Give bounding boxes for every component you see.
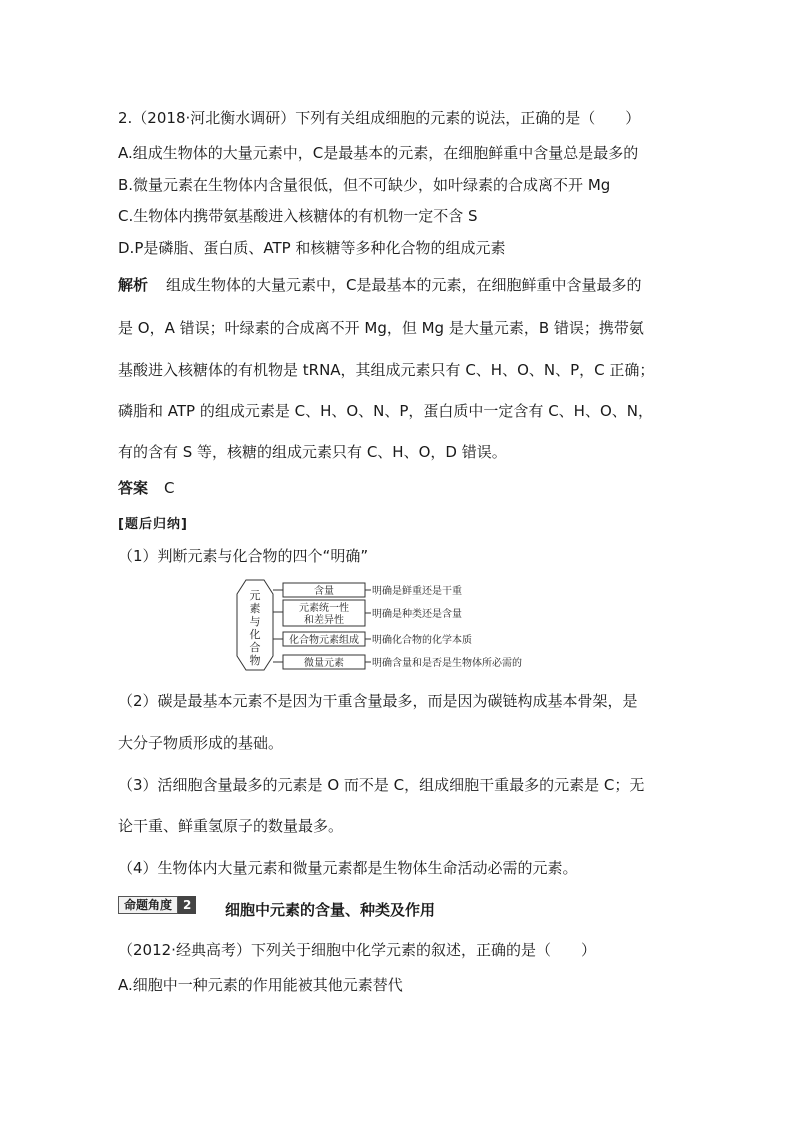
answer-value: C xyxy=(164,479,175,497)
analysis-line-4: 磷脂和 ATP 的组成元素是 C、H、O、N、P，蛋白质中一定含有 C、H、O、N， xyxy=(118,402,653,420)
diagram-center-char-6: 物 xyxy=(249,654,261,667)
diagram-desc-2: 明确是种类还是含量 xyxy=(372,609,462,620)
option-a: A.组成生物体的大量元素中，C是最基本的元素，在细胞鲜重中含量总是最多的 xyxy=(118,144,639,162)
option-d: D.P是磷脂、蛋白质、ATP 和核糖等多种化合物的组成元素 xyxy=(118,239,506,257)
question2-option-a: A.细胞中一种元素的作用能被其他元素替代 xyxy=(118,976,403,994)
analysis-line-1 xyxy=(118,275,642,295)
diagram-center-char-2: 素 xyxy=(249,602,261,615)
diagram-box-1-text: 含量 xyxy=(314,586,334,597)
summary-point-2-line-2: 大分子物质形成的基础。 xyxy=(118,734,284,752)
option-b: B.微量元素在生物体内含量很低，但不可缺少，如叶绿素的合成离不开 Mg xyxy=(118,176,611,194)
element-compound-diagram xyxy=(225,578,565,678)
section-title: 细胞中元素的含量、种类及作用 xyxy=(225,901,436,919)
question-stem: 2.（2018·河北衡水调研）下列有关组成细胞的元素的说法，正确的是（ ） xyxy=(118,109,641,127)
summary-point-3-line-2: 论干重、鲜重氢原子的数量最多。 xyxy=(118,817,344,835)
diagram-desc-3: 明确化合物的化学本质 xyxy=(372,635,472,646)
section-badge-number: 2 xyxy=(178,896,196,914)
diagram-center-char-3: 与 xyxy=(249,615,261,628)
summary-point-3-line-1: （3）活细胞含量最多的元素是 O 而不是 C，组成细胞干重最多的元素是 C；无 xyxy=(118,776,645,794)
diagram-desc-4: 明确含量和是否是生物体所必需的 xyxy=(372,658,522,669)
diagram-box-4-text: 微量元素 xyxy=(304,658,344,669)
analysis-line-3: 基酸进入核糖体的有机物是 tRNA，其组成元素只有 C、H、O、N、P，C 正确； xyxy=(118,361,655,379)
analysis-line-2: 是 O，A 错误；叶绿素的合成离不开 Mg，但 Mg 是大量元素，B 错误；携带氨 xyxy=(118,319,644,337)
diagram-box-3-text: 化合物元素组成 xyxy=(289,635,359,646)
diagram-box-2-text-2: 和差异性 xyxy=(304,615,344,626)
summary-tag: [题后归纳] xyxy=(118,517,188,532)
summary-point-4: （4）生物体内大量元素和微量元素都是生物体生命活动必需的元素。 xyxy=(118,859,578,877)
analysis-label: 解析 xyxy=(118,276,149,294)
analysis-text-1: 组成生物体的大量元素中，C是最基本的元素，在细胞鲜重中含量最多的 xyxy=(166,276,642,294)
summary-point-2-line-1: （2）碳是最基本元素不是因为干重含量最多，而是因为碳链构成基本骨架，是 xyxy=(118,692,638,710)
answer-label: 答案 xyxy=(118,479,149,497)
question2-stem: （2012·经典高考）下列关于细胞中化学元素的叙述，正确的是（ ） xyxy=(118,941,596,959)
summary-point-1: （1）判断元素与化合物的四个“明确” xyxy=(118,547,369,565)
section-badge-label: 命题角度 xyxy=(118,896,178,914)
diagram-box-2-text-1: 元素统一性 xyxy=(299,603,349,614)
option-c: C.生物体内携带氨基酸进入核糖体的有机物一定不含 S xyxy=(118,207,478,225)
analysis-line-5: 有的含有 S 等，核糖的组成元素只有 C、H、O，D 错误。 xyxy=(118,443,507,461)
diagram-center-char-5: 合 xyxy=(249,641,261,654)
diagram-center-char-4: 化 xyxy=(249,628,261,641)
diagram-desc-1: 明确是鲜重还是干重 xyxy=(372,586,462,597)
answer-line xyxy=(118,478,175,498)
section-badge xyxy=(118,896,196,914)
diagram-center-char-1: 元 xyxy=(249,589,261,602)
